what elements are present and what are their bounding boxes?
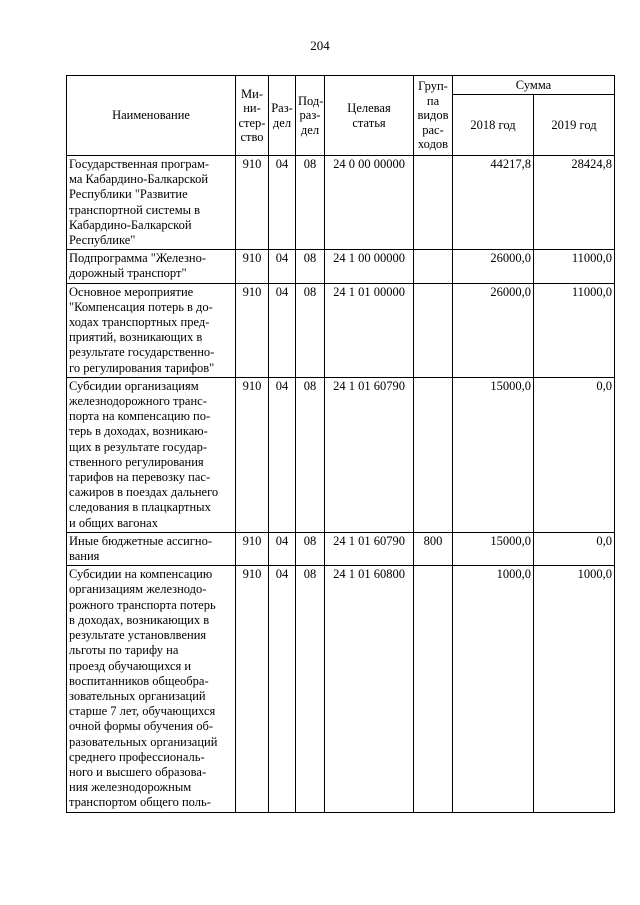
row-subsection: 08 [296, 156, 325, 250]
header-section: Раз- дел [269, 76, 296, 156]
row-name: Иные бюджетные ассигно- вания [67, 532, 236, 565]
row-sum-2018: 44217,8 [453, 156, 534, 250]
row-expense-group [414, 283, 453, 377]
row-sum-2019: 1000,0 [534, 566, 615, 812]
row-subsection: 08 [296, 283, 325, 377]
row-sum-2019: 11000,0 [534, 250, 615, 283]
row-target-article: 24 0 00 00000 [325, 156, 414, 250]
row-subsection: 08 [296, 532, 325, 565]
row-section: 04 [269, 532, 296, 565]
header-year-2018: 2018 год [453, 95, 534, 156]
row-sum-2018: 1000,0 [453, 566, 534, 812]
row-ministry: 910 [236, 156, 269, 250]
table-row [67, 283, 615, 377]
page-number: 204 [310, 38, 330, 53]
table-row [67, 377, 615, 532]
row-target-article: 24 1 00 00000 [325, 250, 414, 283]
row-section: 04 [269, 250, 296, 283]
row-expense-group [414, 566, 453, 812]
header-sum: Сумма [453, 76, 615, 95]
header-target-article: Целевая статья [325, 76, 414, 156]
row-name: Субсидии на компенсацию организациям железнодо- рожного транспорта потерь в доходах, возникающих в результате установлвения льготы по тарифу на проезд обучающихся и воспитанников общеобра- зовательных организаций старше 7 лет, обучающихся очной формы обучения об- разовательных организаций среднего профессиональ- ного и высшего образова- ния железнодорожным транспортом общего поль- [67, 566, 236, 812]
header-expense-group: Груп- па видов рас- ходов [414, 76, 453, 156]
row-name: Субсидии организациям железнодорожного транс- порта на компенсацию по- терь в доходах, возникаю- щих в результате государ- ственного регулирования тарифов на перевозку пас- сажиров в поездах дальнего следования в плацкартных и общих вагонах [67, 377, 236, 532]
row-section: 04 [269, 566, 296, 812]
table-row [67, 250, 615, 283]
row-name: Основное мероприятие "Компенсация потерь в до- ходах транспортных пред- приятий, возникающих в результате государственно- го регулирования тарифов" [67, 283, 236, 377]
table-row [67, 566, 615, 812]
header-subsection: Под- раз- дел [296, 76, 325, 156]
row-name: Государственная програм- ма Кабардино-Балкарской Республики "Развитие транспортной системы в Кабардино-Балкарской Республике" [67, 156, 236, 250]
header-name: Наименование [67, 76, 236, 156]
row-sum-2019: 0,0 [534, 377, 615, 532]
row-expense-group: 800 [414, 532, 453, 565]
row-section: 04 [269, 283, 296, 377]
row-ministry: 910 [236, 566, 269, 812]
table-row [67, 156, 615, 250]
row-sum-2019: 11000,0 [534, 283, 615, 377]
row-expense-group [414, 377, 453, 532]
table-row [67, 532, 615, 565]
row-expense-group [414, 250, 453, 283]
row-ministry: 910 [236, 283, 269, 377]
header-year-2019: 2019 год [534, 95, 615, 156]
row-sum-2019: 28424,8 [534, 156, 615, 250]
row-subsection: 08 [296, 566, 325, 812]
row-target-article: 24 1 01 60790 [325, 377, 414, 532]
row-sum-2018: 26000,0 [453, 283, 534, 377]
row-ministry: 910 [236, 250, 269, 283]
row-ministry: 910 [236, 532, 269, 565]
row-sum-2018: 15000,0 [453, 532, 534, 565]
header-ministry: Ми- ни- стер- ство [236, 76, 269, 156]
row-name: Подпрограмма "Железно- дорожный транспорт" [67, 250, 236, 283]
row-section: 04 [269, 156, 296, 250]
row-ministry: 910 [236, 377, 269, 532]
table-header [67, 76, 615, 156]
row-target-article: 24 1 01 00000 [325, 283, 414, 377]
row-sum-2019: 0,0 [534, 532, 615, 565]
row-target-article: 24 1 01 60790 [325, 532, 414, 565]
row-sum-2018: 26000,0 [453, 250, 534, 283]
table-body [67, 156, 615, 813]
row-subsection: 08 [296, 377, 325, 532]
budget-table [66, 75, 615, 813]
row-expense-group [414, 156, 453, 250]
row-sum-2018: 15000,0 [453, 377, 534, 532]
row-subsection: 08 [296, 250, 325, 283]
row-target-article: 24 1 01 60800 [325, 566, 414, 812]
row-section: 04 [269, 377, 296, 532]
